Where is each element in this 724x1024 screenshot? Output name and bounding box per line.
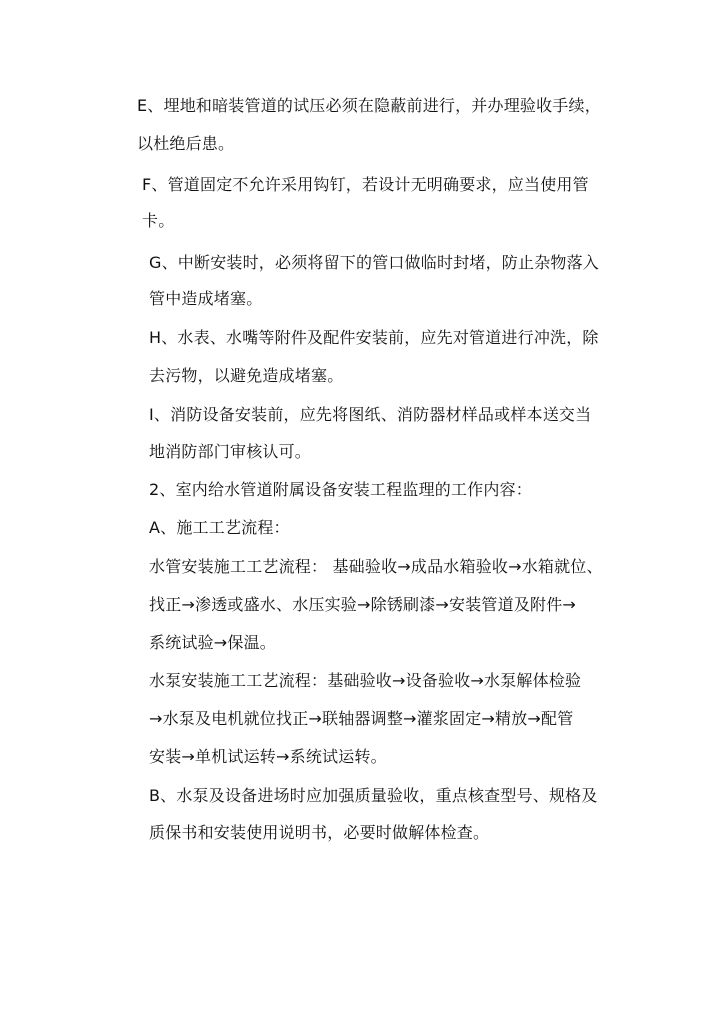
text-line: 系统试验→保温。 <box>149 633 277 652</box>
text-line: 卡。 <box>142 211 175 230</box>
text-line: 水管安装施工工艺流程： 基础验收→成品水箱验收→水箱就位、 <box>149 557 603 576</box>
text-line: I、消防设备安装前，应先将图纸、消防器材样品或样本送交当 <box>149 405 592 424</box>
text-line: 安装→单机试运转→系统试运转。 <box>149 747 387 766</box>
text-line: 水泵安装施工工艺流程：基础验收→设备验收→水泵解体检验 <box>149 671 582 690</box>
text-line: 以杜绝后患。 <box>137 134 235 153</box>
text-line: G、中断安装时，必须将留下的管口做临时封堵，防止杂物落入 <box>149 253 599 272</box>
text-line: 管中造成堵塞。 <box>149 289 263 308</box>
text-line: 找正→渗透或盛水、水压实验→除锈刷漆→安装管道及附件→ <box>149 595 577 614</box>
text-line: F、管道固定不允许采用钩钉，若设计无明确要求，应当使用管 <box>142 175 589 194</box>
text-line: E、埋地和暗装管道的试压必须在隐蔽前进行，并办理验收手续， <box>137 96 601 115</box>
text-line: 地消防部门审核认可。 <box>149 442 312 461</box>
text-line: B、水泵及设备进场时应加强质量验收，重点核查型号、规格及 <box>149 786 598 805</box>
text-line: 质保书和安装使用说明书，必要时做解体检查。 <box>149 823 490 842</box>
text-line: 去污物，以避免造成堵塞。 <box>149 366 344 385</box>
section-heading: 2、室内给水管道附属设备安装工程监理的工作内容： <box>149 480 532 499</box>
text-line: H、水表、水嘴等附件及配件安装前，应先对管道进行冲洗，除 <box>149 328 599 347</box>
text-line: →水泵及电机就位找正→联轴器调整→灌浆固定→精放→配管 <box>149 709 574 728</box>
text-line: A、施工工艺流程： <box>149 518 290 537</box>
